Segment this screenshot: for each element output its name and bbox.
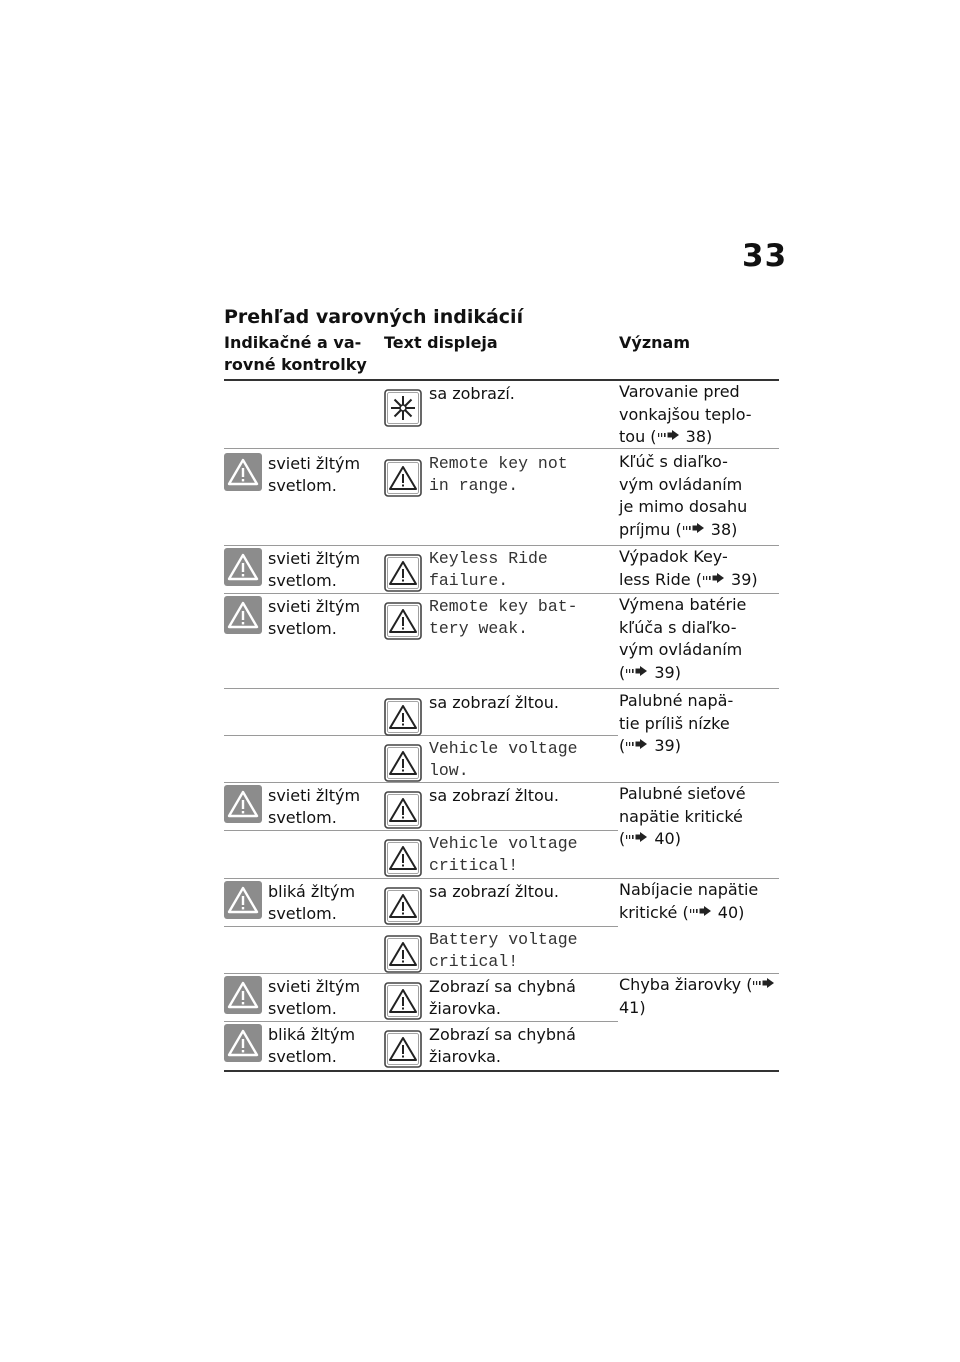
display-text: sa zobrazí. (429, 384, 515, 403)
display-text: Keyless Ride failure. (429, 549, 548, 590)
warning-triangle-icon (384, 791, 422, 829)
warning-lamp-icon (224, 785, 262, 823)
meaning-text: Výpadok Key- less Ride (619, 547, 728, 589)
meaning-cell (619, 381, 779, 449)
section-heading: Prehľad varovných indikácií (224, 306, 524, 328)
page-reference-link[interactable]: ( 39) (696, 570, 758, 589)
meaning-text: Varovanie pred vonkajšou teplo- tou (619, 382, 752, 446)
display-text: Remote key not in range. (429, 454, 568, 495)
meaning-cell (619, 451, 779, 541)
page-number: 33 (742, 238, 788, 274)
warning-lamp-icon (224, 881, 262, 919)
warning-triangle-icon (384, 459, 422, 497)
warning-lamp-icon (224, 976, 262, 1014)
column-header-meaning: Význam (619, 333, 690, 352)
page-reference-number: 39) (731, 569, 758, 589)
meaning-cell (619, 594, 779, 684)
warning-lamp-icon (224, 453, 262, 491)
display-text: Remote key bat- tery weak. (429, 597, 578, 638)
meaning-text: Chyba žiarovky (619, 975, 742, 994)
column-header-display: Text displeja (384, 333, 498, 352)
arrow-reference-icon (682, 519, 706, 542)
meaning-text: Palubné sieťové napätie kritické (619, 784, 746, 826)
page-reference-link[interactable]: ( 38) (650, 427, 712, 446)
page-reference-number: 40) (717, 902, 745, 922)
warning-triangle-icon (384, 1030, 422, 1068)
display-text: Vehicle voltage critical! (429, 834, 578, 875)
row-divider (224, 926, 618, 927)
display-text: sa zobrazí žltou. (429, 693, 560, 712)
page-reference-number: 39) (654, 736, 681, 755)
lamp-state-text: svieti žltým svetlom. (268, 549, 361, 590)
arrow-reference-icon (625, 828, 649, 851)
warning-triangle-icon (384, 935, 422, 973)
snowflake-icon (384, 389, 422, 427)
row-divider (224, 1070, 779, 1072)
warning-triangle-icon (384, 554, 422, 592)
meaning-cell (619, 546, 779, 591)
lamp-state-text: bliká žltým svetlom. (268, 1025, 356, 1066)
display-text: Battery voltage critical! (429, 930, 578, 971)
warning-triangle-icon (384, 744, 422, 782)
warning-lamp-icon (224, 548, 262, 586)
display-text: Zobrazí sa chybná žiarovka. (429, 1025, 576, 1066)
page-reference-link[interactable]: ( 39) (619, 736, 681, 755)
row-divider (224, 688, 779, 689)
page-reference-link[interactable]: ( 41) (619, 975, 776, 1017)
column-header-indicator: Indikačné a va- rovné kontrolky (224, 333, 367, 374)
warning-lamp-icon (224, 1024, 262, 1062)
page-reference-link[interactable]: ( 39) (619, 663, 681, 682)
display-text: sa zobrazí žltou. (429, 882, 560, 901)
meaning-cell (619, 690, 779, 758)
row-divider (224, 1021, 618, 1022)
lamp-state-text: svieti žltým svetlom. (268, 786, 361, 827)
warning-triangle-icon (384, 887, 422, 925)
page-reference-link[interactable]: ( 38) (675, 520, 737, 539)
meaning-cell (619, 783, 779, 851)
page-reference-link[interactable]: ( 40) (619, 829, 681, 848)
arrow-reference-icon (689, 902, 713, 925)
lamp-state-text: svieti žltým svetlom. (268, 977, 361, 1018)
page-reference-number: 41) (619, 997, 646, 1017)
page-reference-number: 38) (685, 427, 713, 446)
page-reference-link[interactable]: ( 40) (682, 903, 744, 922)
meaning-cell (619, 879, 779, 924)
row-divider (224, 830, 618, 831)
display-text: sa zobrazí žltou. (429, 786, 560, 805)
warning-triangle-icon (384, 839, 422, 877)
arrow-reference-icon (752, 974, 776, 997)
display-text: Zobrazí sa chybná žiarovka. (429, 977, 576, 1018)
meaning-text: Výmena batérie kľúča s diaľko- vým ovládaním (619, 595, 747, 659)
lamp-state-text: svieti žltým svetlom. (268, 454, 361, 495)
page-reference-number: 39) (654, 662, 681, 682)
arrow-reference-icon (625, 662, 649, 685)
lamp-state-text: svieti žltým svetlom. (268, 597, 361, 638)
arrow-reference-icon (657, 426, 681, 449)
warning-triangle-icon (384, 602, 422, 640)
warning-triangle-icon (384, 698, 422, 736)
display-text: Vehicle voltage low. (429, 739, 578, 780)
warning-lamp-icon (224, 596, 262, 634)
arrow-reference-icon (625, 735, 649, 758)
meaning-text: Palubné napä- tie príliš nízke (619, 691, 734, 733)
lamp-state-text: bliká žltým svetlom. (268, 882, 356, 923)
meaning-text: Kľúč s diaľko- vým ovládaním je mimo dosahu príjmu (619, 452, 748, 539)
meaning-cell (619, 974, 779, 1019)
page-reference-number: 38) (710, 519, 738, 539)
page-reference-number: 40) (654, 829, 681, 848)
arrow-reference-icon (702, 569, 726, 592)
warning-triangle-icon (384, 982, 422, 1020)
meaning-text: Nabíjacie napätie kritické (619, 880, 759, 922)
